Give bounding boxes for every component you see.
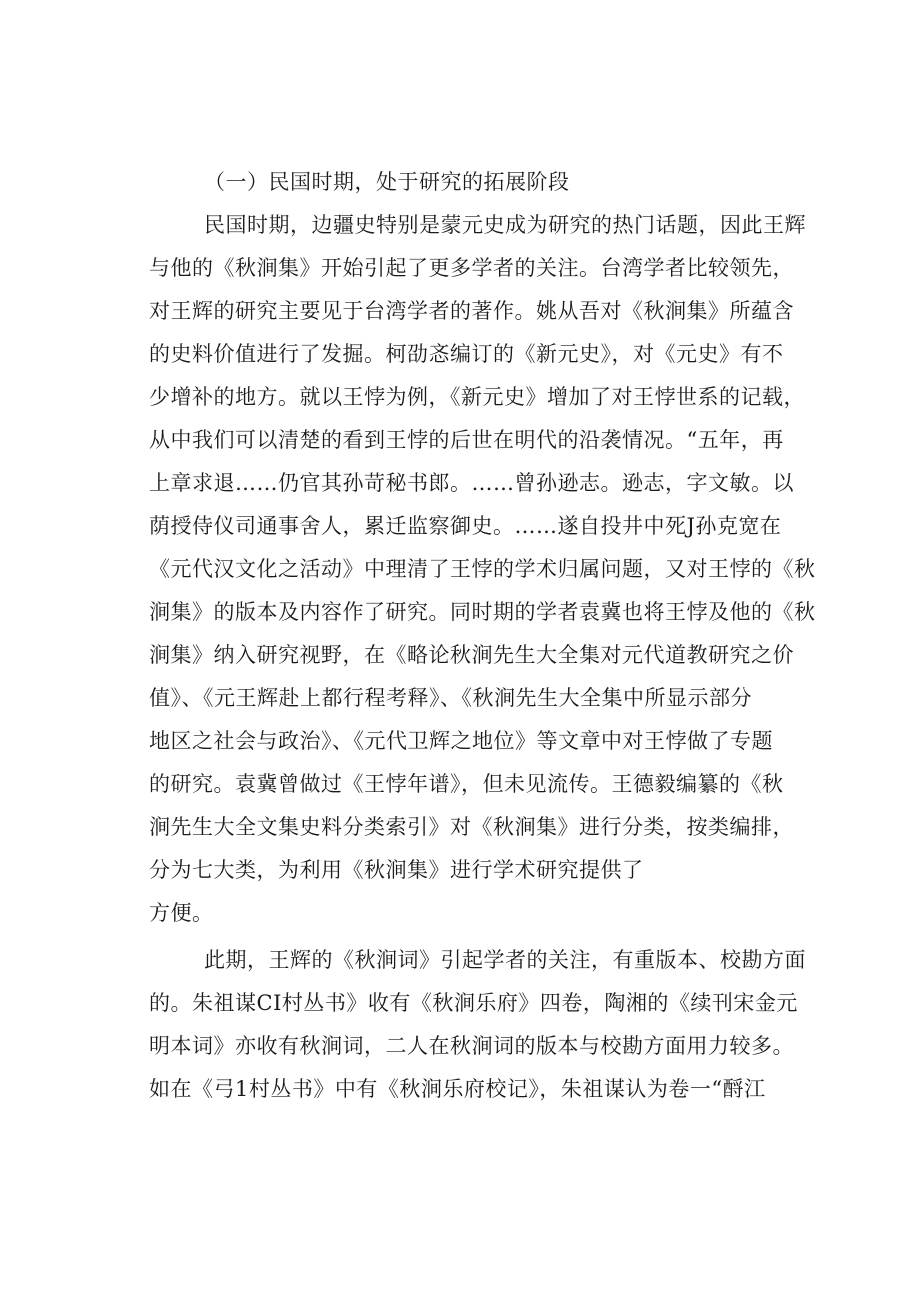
paragraph-line: 涧集》纳入研究视野，在《略论秋涧先生大全集对元代道教研究之价 (149, 643, 794, 667)
paragraph-line: 涧先生大全文集史料分类索引》对《秋涧集》进行分类，按类编排， (149, 815, 794, 839)
paragraph-line: 分为七大类，为利用《秋涧集》进行学术研究提供了 (149, 858, 644, 882)
paragraph-line: 地区之社会与政治》、《元代卫辉之地位》等文章中对王悖做了专题 (149, 729, 773, 753)
paragraph-line: 的史料价值进行了发掘。柯劭忞编订的《新元史》，对《元史》有不 (149, 342, 784, 366)
paragraph-line: 方便。 (149, 901, 214, 925)
paragraph-line: 的。朱祖谋CI村丛书》收有《秋涧乐府》四卷，陶湘的《续刊宋金元 (149, 991, 798, 1015)
paragraph-line: 民国时期，边疆史特别是蒙元史成为研究的热门话题，因此王辉 (204, 213, 806, 237)
paragraph-line: 上章求退……仍官其孙苛秘书郎。……曾孙逊志。逊志，字文敏。以 (149, 471, 794, 495)
paragraph-line: 少增补的地方。就以王悖为例，《新元史》增加了对王悖世系的记载， (149, 385, 805, 409)
paragraph-line: 明本词》亦收有秋涧词，二人在秋涧词的版本与校勘方面用力较多。 (149, 1034, 794, 1058)
paragraph-line: 荫授侍仪司通事舍人，累迁监察御史。……遂自投井中死J孙克宽在 (149, 514, 782, 538)
paragraph-line: 值》、《元王辉赴上都行程考释》、《秋涧先生大全集中所显示部分 (149, 686, 752, 710)
section-heading: （一）民国时期，处于研究的拓展阶段 (204, 170, 570, 194)
paragraph-line: 涧集》的版本及内容作了研究。同时期的学者袁冀也将王悖及他的《秋 (149, 600, 816, 624)
paragraph-line: 如在《弓1村丛书》中有《秋涧乐府校记》，朱祖谋认为卷一“酹江 (149, 1077, 766, 1101)
paragraph-line: 的研究。袁冀曾做过《王悖年谱》，但未见流传。王德毅编纂的《秋 (149, 772, 784, 796)
paragraph-line: 与他的《秋涧集》开始引起了更多学者的关注。台湾学者比较领先， (149, 256, 794, 280)
paragraph-line: 《元代汉文化之活动》中理清了王悖的学术归属问题，又对王悖的《秋 (149, 557, 816, 581)
paragraph-line: 此期，王辉的《秋涧词》引起学者的关注，有重版本、校勘方面 (204, 948, 806, 972)
paragraph-line: 对王辉的研究主要见于台湾学者的著作。姚从吾对《秋涧集》所蕴含 (149, 299, 794, 323)
paragraph-line: 从中我们可以清楚的看到王悖的后世在明代的沿袭情况。“五年，再 (149, 428, 784, 452)
